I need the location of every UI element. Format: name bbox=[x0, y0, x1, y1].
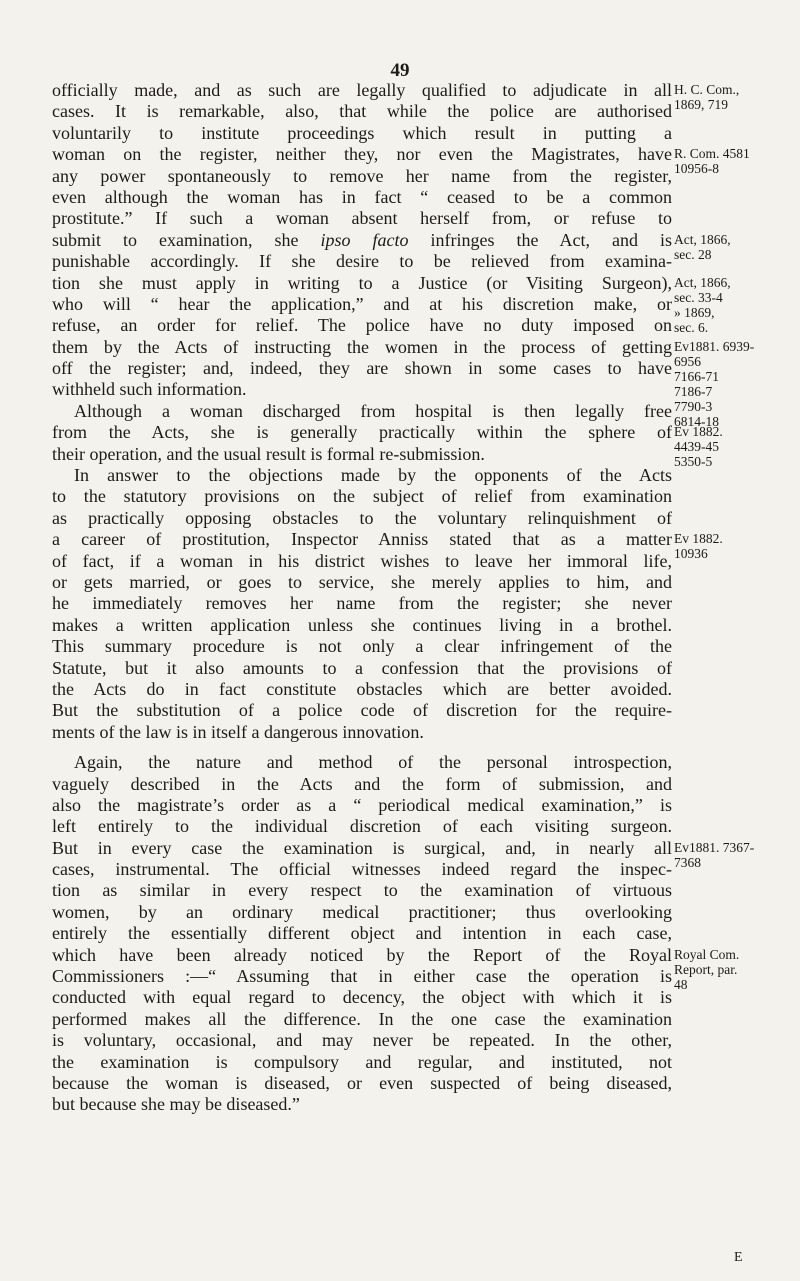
text-line: even although the woman has in fact “ ceased to be a common bbox=[52, 186, 672, 207]
text-line: the examination is compulsory and regular, and instituted, not bbox=[52, 1051, 672, 1072]
text-line: as practically opposing obstacles to the voluntary relinquishment of bbox=[52, 507, 672, 528]
text-line: tion she must apply in writing to a Justice (or Visiting Surgeon), bbox=[52, 272, 672, 293]
text-line: This summary procedure is not only a clear infringement of the bbox=[52, 636, 672, 657]
text-line: woman on the register, neither they, nor even the Magistrates, have bbox=[52, 144, 672, 165]
body-text bbox=[52, 80, 672, 1116]
margin-reference-line: sec. 6. bbox=[674, 319, 709, 335]
margin-reference-line: Report, par. bbox=[674, 962, 738, 977]
margin-reference-line: Act, 1866, bbox=[674, 231, 731, 247]
paragraph-gap bbox=[52, 743, 672, 752]
margin-reference-line: Royal Com. bbox=[674, 947, 740, 962]
margin-reference-line: 48 bbox=[674, 977, 688, 992]
margin-reference-line: 7186-7 bbox=[674, 383, 713, 399]
margin-reference bbox=[674, 531, 796, 561]
text-line: entirely the essentially different object and intention in each case, bbox=[52, 923, 672, 944]
margin-reference-line: 6814-18 bbox=[674, 413, 719, 429]
margin-reference bbox=[674, 424, 796, 469]
text-line: because the woman is diseased, or even suspected of being diseased, bbox=[52, 1072, 672, 1093]
margin-reference-line: » 1869, bbox=[674, 304, 715, 320]
margin-reference-line: 7790-3 bbox=[674, 398, 713, 414]
margin-reference-line: H. C. Com., bbox=[674, 82, 740, 97]
margin-reference-line: Ev1881. 6939- bbox=[674, 338, 755, 354]
text-line: their operation, and the usual result is formal re-submission. bbox=[52, 443, 485, 464]
text-line: refuse, an order for relief. The police have no duty imposed on bbox=[52, 315, 672, 336]
text-line: from the Acts, she is generally practically within the sphere of bbox=[52, 422, 672, 443]
text-line: ments of the law is in itself a dangerous innovation. bbox=[52, 721, 424, 742]
margin-reference-line: Ev 1882. bbox=[674, 531, 723, 547]
text-line: Commissioners :—“ Assuming that in either case the operation is bbox=[52, 966, 672, 987]
margin-reference-line: Ev1881. 7367- bbox=[674, 840, 755, 855]
text-line: he immediately removes her name from the register; she never bbox=[52, 593, 672, 614]
margin-reference bbox=[674, 146, 796, 176]
text-line: or gets married, or goes to service, she merely applies to him, and bbox=[52, 571, 672, 592]
margin-reference bbox=[674, 275, 796, 335]
text-line: which have been already noticed by the Report of the Royal bbox=[52, 944, 672, 965]
text-line: submit to examination, she ipso facto infringes the Act, and is bbox=[52, 229, 673, 250]
text-line: But the substitution of a police code of discretion for the require- bbox=[52, 700, 672, 721]
margin-reference-line: 5350-5 bbox=[674, 454, 713, 470]
text-line: a career of prostitution, Inspector Anniss stated that as a matter bbox=[52, 529, 672, 550]
text-line: women, by an ordinary medical practitioner; thus overlooking bbox=[52, 901, 672, 922]
text-line: to the statutory provisions on the subject of relief from examination bbox=[52, 486, 672, 507]
margin-reference-line: R. Com. 4581 bbox=[674, 146, 750, 162]
margin-reference-line: sec. 33-4 bbox=[674, 289, 723, 305]
margin-reference bbox=[674, 82, 796, 112]
margin-reference-line: 4439-45 bbox=[674, 439, 719, 455]
text-line: Again, the nature and method of the personal introspection, bbox=[74, 752, 672, 773]
page-number: 49 bbox=[390, 60, 410, 81]
text-line: punishable accordingly. If she desire to be relieved from examina- bbox=[52, 251, 672, 272]
margin-reference bbox=[674, 840, 796, 870]
margin-reference bbox=[674, 947, 796, 992]
margin-reference bbox=[674, 232, 796, 262]
text-line: But in every case the examination is surgical, and, in nearly all bbox=[52, 837, 672, 858]
margin-reference-line: sec. 28 bbox=[674, 246, 712, 262]
margin-reference bbox=[674, 339, 796, 429]
text-line: left entirely to the individual discretion of each visiting surgeon. bbox=[52, 816, 672, 837]
text-line: Statute, but it also amounts to a confession that the provisions of bbox=[52, 657, 672, 678]
text-line: also the magistrate’s order as a “ periodical medical examination,” is bbox=[52, 794, 672, 815]
text-line: makes a written application unless she continues living in a brothel. bbox=[52, 614, 672, 635]
text-line: who will “ hear the application,” and at his discretion make, or bbox=[52, 293, 672, 314]
text-line: them by the Acts of instructing the women in the process of getting bbox=[52, 336, 672, 357]
text-line: prostitute.” If such a woman absent herself from, or refuse to bbox=[52, 208, 672, 229]
text-line: of fact, if a woman in his district wishes to leave her immoral life, bbox=[52, 550, 672, 571]
text-line: performed makes all the difference. In the one case the examination bbox=[52, 1008, 672, 1029]
text-line: cases. It is remarkable, also, that while the police are authorised bbox=[52, 101, 672, 122]
text-line: In answer to the objections made by the opponents of the Acts bbox=[74, 465, 672, 486]
margin-reference-line: Act, 1866, bbox=[674, 274, 731, 290]
text-line: but because she may be diseased.” bbox=[52, 1094, 300, 1115]
text-line: conducted with equal regard to decency, the object with which it is bbox=[52, 987, 672, 1008]
text-line: is voluntary, occasional, and may never be repeated. In the other, bbox=[52, 1030, 672, 1051]
margin-reference-line: 10936 bbox=[674, 546, 708, 562]
margin-reference-line: 7368 bbox=[674, 855, 701, 870]
text-line: voluntarily to institute proceedings which result in putting a bbox=[52, 122, 672, 143]
margin-reference-line: 10956-8 bbox=[674, 161, 719, 177]
signature-mark: E bbox=[734, 1250, 743, 1265]
text-line: tion as similar in every respect to the examination of virtuous bbox=[52, 880, 672, 901]
text-line: any power spontaneously to remove her name from the register, bbox=[52, 165, 672, 186]
text-line: officially made, and as such are legally qualified to adjudicate in all bbox=[52, 80, 672, 100]
text-line: the Acts do in fact constitute obstacles which are better avoided. bbox=[52, 678, 672, 699]
margin-reference-line: 1869, 719 bbox=[674, 97, 728, 112]
margin-reference-line: 6956 bbox=[674, 353, 701, 369]
text-line: cases, instrumental. The official witnesses indeed regard the inspec- bbox=[52, 859, 672, 880]
text-line: Although a woman discharged from hospital is then legally free bbox=[74, 400, 672, 421]
text-line: vaguely described in the Acts and the form of submission, and bbox=[52, 773, 672, 794]
margin-reference-line: 7166-71 bbox=[674, 368, 719, 384]
text-line: withheld such information. bbox=[52, 379, 247, 400]
text-line: off the register; and, indeed, they are shown in some cases to have bbox=[52, 358, 672, 379]
margin-reference-line: Ev 1882. bbox=[674, 424, 723, 440]
latin-phrase: ipso facto bbox=[320, 229, 409, 250]
